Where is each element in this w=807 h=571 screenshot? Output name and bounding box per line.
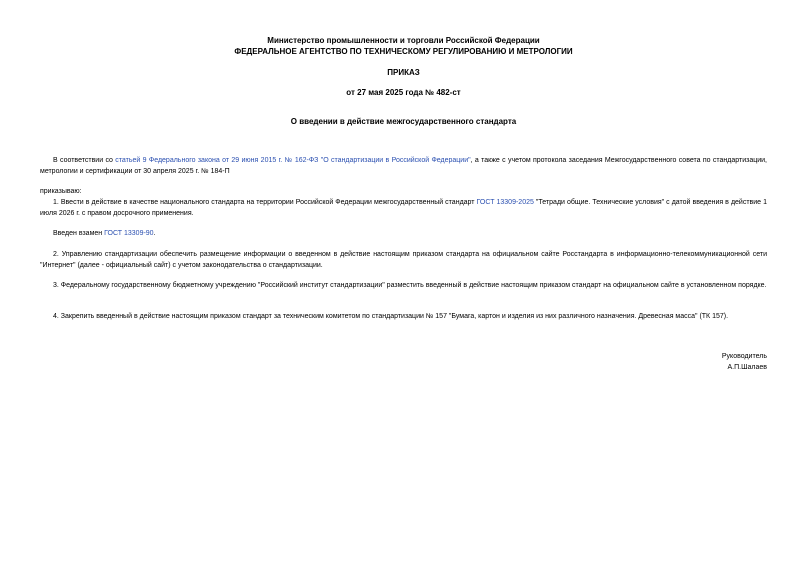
gost-13309-2025-link[interactable]: ГОСТ 13309-2025: [476, 199, 534, 206]
document-subject: О введении в действие межгосударственного стандарта: [290, 117, 517, 126]
replaces-paragraph: [53, 228, 156, 239]
signature-name: А.П.Шалаев: [727, 364, 767, 371]
federal-law-link[interactable]: статьей 9 Федерального закона от 29 июня 2015 г. № 162-ФЗ "О стандартизации в Российской Федерации": [115, 157, 471, 164]
item-3-text: 3. Федеральному государственному бюджетному учреждению "Российский институт стандартизации" разместить введенный в действие настоящим приказом стандарт на официальном сайте в установленном порядке.: [53, 282, 767, 289]
replaces-suffix: .: [153, 230, 156, 237]
item-2-paragraph: [40, 249, 767, 271]
signature-title: Руководитель: [721, 353, 767, 360]
document-date-number: от 27 мая 2025 года № 482-ст: [346, 88, 461, 97]
preamble-prefix: В соответствии со: [53, 157, 116, 164]
item-2-text: 2. Управлению стандартизации обеспечить размещение информации о введенном в действие настоящим приказом стандарта на официальном сайте Росстандарта в информационно-телекоммуникационной сети "Интернет" (далее - официальный сайт) с учетом законодательства о стандартизации.: [40, 251, 767, 269]
preamble-paragraph: [40, 155, 767, 177]
preamble-suffix: , а также с учетом протокола заседания Межгосударственного совета по стандартизации, метрологии и сертификации от 30 апреля 2025 г. № 184-П: [40, 157, 767, 175]
document-type: ПРИКАЗ: [387, 68, 420, 77]
item-1-prefix: 1. Ввести в действие в качестве национального стандарта на территории Российской Федерации межгосударственный стандарт: [53, 199, 477, 206]
order-word: приказываю:: [40, 188, 82, 195]
ministry-title: Министерство промышленности и торговли Российской Федерации: [267, 36, 540, 45]
item-4-text: 4. Закрепить введенный в действие настоящим приказом стандарт за техническим комитетом по стандартизации № 157 "Бумага, картон и изделия из них различного назначения. Древесная масса" (ТК 157).: [53, 313, 729, 320]
gost-13309-90-link[interactable]: ГОСТ 13309-90: [104, 230, 154, 237]
item-4-paragraph: [40, 311, 767, 322]
item-3-paragraph: [40, 280, 767, 291]
agency-title: ФЕДЕРАЛЬНОЕ АГЕНТСТВО ПО ТЕХНИЧЕСКОМУ РЕГУЛИРОВАНИЮ И МЕТРОЛОГИИ: [234, 47, 573, 56]
item-1-suffix: "Тетради общие. Технические условия" с датой введения в действие 1 июля 2026 г. с правом досрочного применения.: [40, 199, 767, 217]
replaces-prefix: Введен взамен: [53, 230, 105, 237]
item-1-paragraph: [40, 197, 767, 219]
